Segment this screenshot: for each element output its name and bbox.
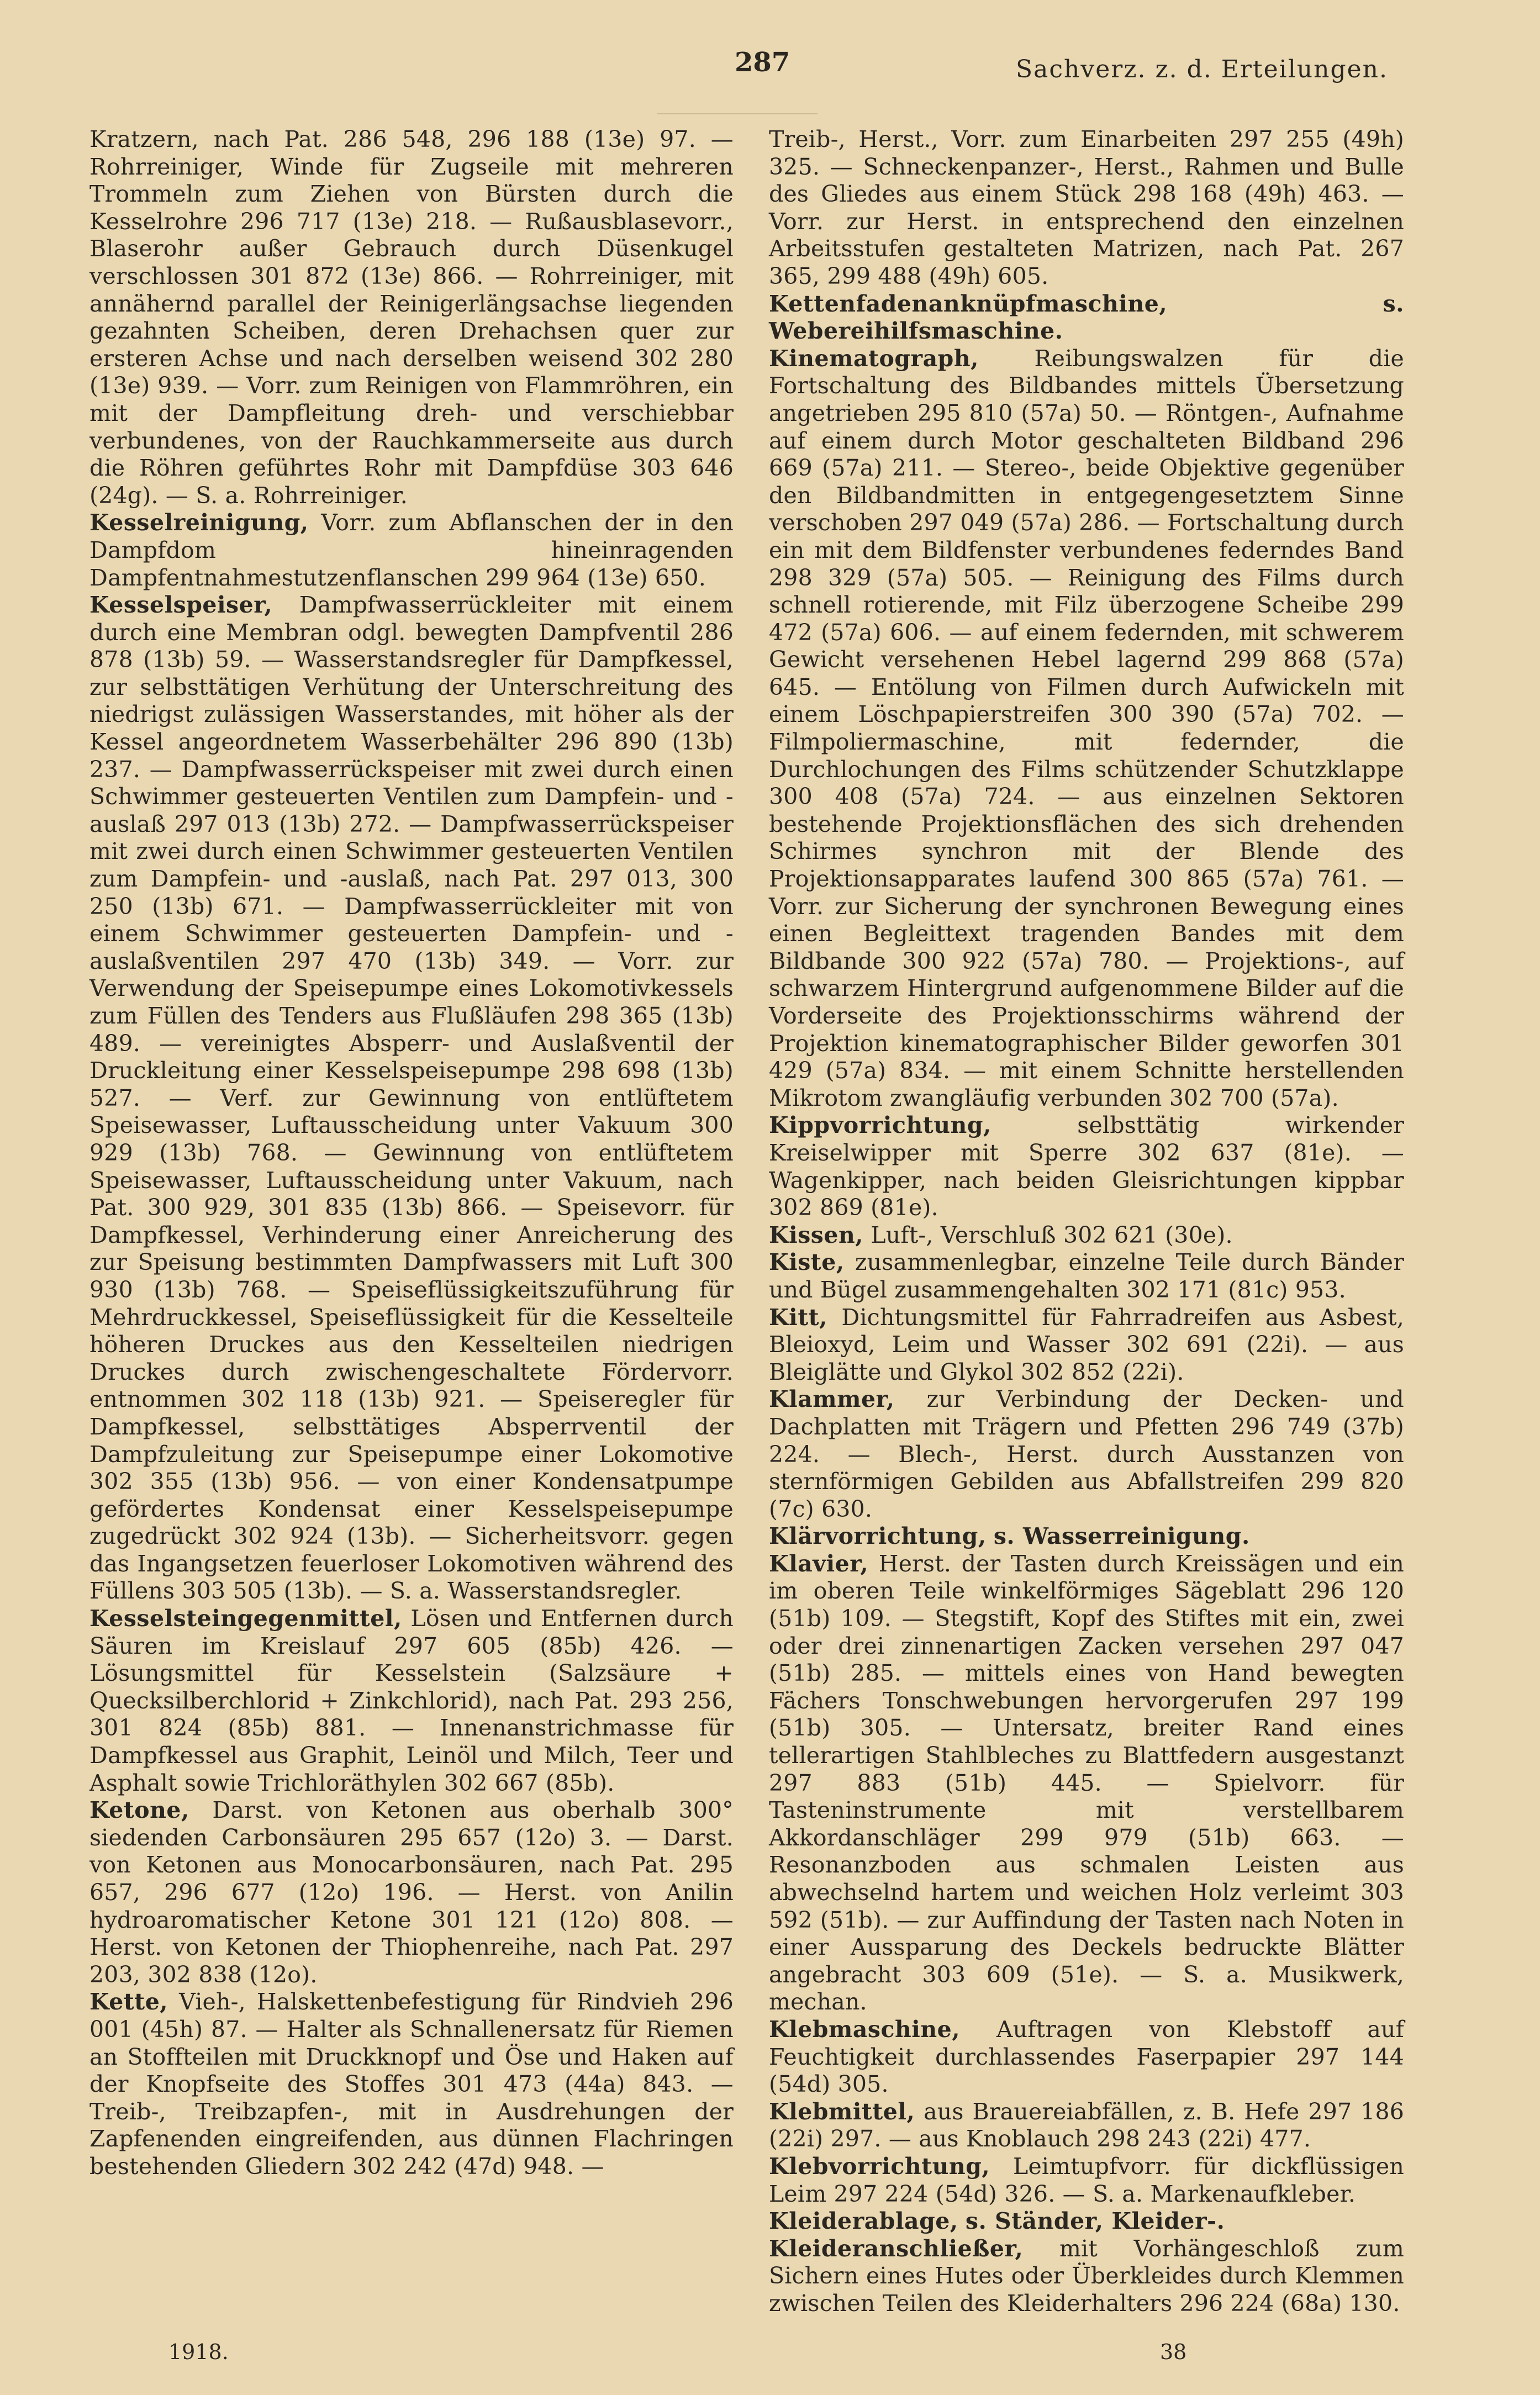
entry-headword: Kesselspeiser, <box>89 592 273 619</box>
index-entry <box>769 1222 1404 1249</box>
index-entry <box>769 2016 1404 2098</box>
footer-year: 1918. <box>168 2339 229 2364</box>
entry-headword: Klebmaschine, <box>769 2016 961 2043</box>
entry-headword: Klebmittel, <box>769 2098 915 2125</box>
index-entry <box>89 1988 734 2180</box>
index-entry <box>89 1605 734 1797</box>
entry-body: aus Brauereiabfällen, z. B. Hefe 297 186 (22i) 297. — aus Knoblauch 298 243 (22i) 477. <box>769 2098 1405 2153</box>
entry-headword: Klebvorrichtung, <box>769 2153 990 2180</box>
entry-headword: Kettenfadenanknüpfmaschine, <box>769 290 1168 317</box>
index-entry <box>769 1112 1404 1221</box>
entry-headword: Kissen, <box>769 1221 864 1248</box>
entry-body: Reibungswalzen für die Fortschaltung des Bildbandes mittels Übersetzung angetrieben 295 810 (57a) 50. — Röntgen-, Aufnahme auf einem durch Motor geschalteten Bildband 296 669 (57a) 211. — Stereo-, beide Objektive gegenüber den Bildbandmitten in entgegengesetztem Sinne verschoben 297 049 (57a) 286. — Fortschaltung durch ein mit dem Bildfenster verbundenes federndes Band 298 329 (57a) 505. — Reinigung des Films durch schnell rotierende, mit Filz überzogene Scheibe 299 472 (57a) 606. — auf einem federnden, mit schwerem Gewicht versehenen Hebel lagernd 299 868 (57a) 645. — Entölung von Filmen durch Aufwickeln mit einem Löschpapierstreifen 300 390 (57a) 702. — Filmpoliermaschine, mit federnder, die Durchlochungen des Films schützender Schutzklappe 300 408 (57a) 724. — aus einzelnen Sektoren bestehende Projektionsflächen des sich drehenden Schirmes synchron mit der Blende des Projektionsapparates laufend 300 865 (57a) 761. — Vorr. zur Sicherung der synchronen Bewegung eines einen Begleittext tragenden Bandes mit dem Bildbande 300 922 (57a) 780. — Projektions-, auf schwarzem Hintergrund aufgenommene Bilder auf die Vorderseite des Projektionsschirms während der Projektion kinematographischer Bilder geworfen 301 429 (57a) 834. — mit einem Schnitte herstellenden Mikrotom zwangläufig verbunden 302 700 (57a). <box>769 345 1405 1111</box>
running-head: Sachverz. z. d. Erteilungen. <box>1016 55 1388 83</box>
header-rule <box>657 113 818 114</box>
index-entry <box>769 291 1404 345</box>
index-entry <box>769 1523 1404 1550</box>
entry-headword: Kinematograph, <box>769 345 979 372</box>
index-entry <box>89 592 734 1605</box>
entry-body: Treib-, Herst., Vorr. zum Einarbeiten 297 255 (49h) 325. — Schneckenpanzer-, Herst., Rahmen und Bulle des Gliedes aus einem Stück 298 168 (49h) 463. — Vorr. zur Herst. in entsprechend den einzelnen Arbeitsstufen gestalteten Matrizen, nach Pat. 267 365, 299 488 (49h) 605. <box>769 126 1404 289</box>
entry-body: selbsttätig wirkender Kreiselwipper mit Sperre 302 637 (81e). — Wagenkipper, nach beiden Gleisrichtungen kippbar 302 869 (81e). <box>769 1112 1404 1221</box>
right-column <box>769 126 1404 2318</box>
entry-headword: Kleiderablage, <box>769 2208 958 2235</box>
entry-headword: Ketone, <box>89 1797 189 1824</box>
entry-headword: Kitt, <box>769 1304 827 1331</box>
entry-body: Herst. der Tasten durch Kreissägen und ein im oberen Teile winkelförmiges Sägeblatt 296 120 (51b) 109. — Stegstift, Kopf des Stiftes mit ein, zwei oder drei zinnenartigen Zacken versehen 297 047 (51b) 285. — mittels eines von Hand bewegten Fächers Tonschwebungen hervorgerufen 297 199 (51b) 305. — Untersatz, breiter Rand eines tellerartigen Stahlbleches zu Blattfedern ausgestanzt 297 883 (51b) 445. — Spielvorr. für Tasteninstrumente mit verstellbarem Akkordanschläger 299 979 (51b) 663. — Resonanzboden aus schmalen Leisten aus abwechselnd hartem und weichen Holz verleimt 303 592 (51b). — zur Auffindung der Tasten nach Noten in einer Aussparung des Deckels bedruckte Blätter angebracht 303 609 (51e). — S. a. Musikwerk, mechan. <box>769 1550 1405 2016</box>
index-entry <box>769 126 1404 291</box>
index-entry <box>89 1797 734 1988</box>
entry-body: s. Ständer, Kleider-. <box>965 2208 1225 2235</box>
index-entry <box>769 345 1404 1112</box>
entry-body: Auftragen von Klebstoff auf Feuchtigkeit durchlassendes Faserpapier 297 144 (54d) 305. <box>769 2016 1405 2098</box>
entry-body: zusammenlegbar, einzelne Teile durch Bänder und Bügel zusammengehalten 302 171 (81c) 953. <box>769 1249 1405 1303</box>
entry-body: Leimtupfvorr. für dickflüssigen Leim 297 224 (54d) 326. — S. a. Markenaufkleber. <box>769 2153 1404 2207</box>
index-entry <box>769 2153 1404 2208</box>
index-entry <box>769 1304 1404 1386</box>
entry-headword: Klammer, <box>769 1386 895 1413</box>
entry-headword: Kette, <box>89 1988 168 2016</box>
footer-signature: 38 <box>1160 2339 1187 2364</box>
index-entry <box>769 1550 1404 2016</box>
entry-body: zur Verbindung der Decken- und Dachplatten mit Trägern und Pfetten 296 749 (37b) 224. — Blech-, Herst. durch Ausstanzen von sternförmigen Gebilden aus Abfallstreifen 299 820 (7c) 630. <box>769 1386 1404 1522</box>
entry-headword: Kesselsteingegenmittel, <box>89 1605 402 1632</box>
entry-body: Luft-, Verschluß 302 621 (30e). <box>871 1221 1233 1248</box>
page-footer <box>0 2340 1540 2395</box>
entry-body: Vieh-, Halskettenbefestigung für Rindvieh 296 001 (45h) 87. — Halter als Schnallenersatz für Riemen an Stoffteilen mit Druckknopf und Öse und Haken auf der Knopfseite des Stoffes 301 473 (44a) 843. — Treib-, Treibzapfen-, mit in Ausdrehungen der Zapfenenden eingreifenden, aus dünnen Flachringen bestehenden Gliedern 302 242 (47d) 948. — <box>89 1988 734 2180</box>
index-entry <box>769 1386 1404 1523</box>
entry-body: s. Wasserreinigung. <box>993 1523 1250 1550</box>
index-entry <box>89 509 734 592</box>
index-entry <box>89 126 734 509</box>
entry-body: Lösen und Entfernen durch Säuren im Kreislauf 297 605 (85b) 426. — Lösungsmittel für Kesselstein (Salzsäure + Quecksilberchlorid + Zinkchlorid), nach Pat. 293 256, 301 824 (85b) 881. — Innenanstrichmasse für Dampfkessel aus Graphit, Leinöl und Milch, Teer und Asphalt sowie Trichloräthylen 302 667 (85b). <box>89 1605 734 1796</box>
entry-body: s. Webereihilfsmaschine. <box>769 290 1404 345</box>
entry-headword: Kiste, <box>769 1249 845 1276</box>
entry-headword: Klärvorrichtung, <box>769 1523 987 1550</box>
index-entry <box>769 2235 1404 2318</box>
page-number: 287 <box>735 47 790 78</box>
index-entry <box>769 2208 1404 2235</box>
index-entry <box>769 1249 1404 1304</box>
index-entry <box>769 2098 1404 2153</box>
left-column <box>89 126 734 2181</box>
entry-body: Vorr. zum Abflanschen der in den Dampfdom hineinragenden Dampfentnahmestutzenflanschen 299 964 (13e) 650. <box>89 509 734 591</box>
entry-headword: Kippvorrichtung, <box>769 1112 991 1139</box>
entry-body: Darst. von Ketonen aus oberhalb 300° siedenden Carbonsäuren 295 657 (12o) 3. — Darst. von Ketonen aus Monocarbonsäuren, nach Pat. 295 657, 296 677 (12o) 196. — Herst. von Anilin hydroaromatischer Ketone 301 121 (12o) 808. — Herst. von Ketonen der Thiophenreihe, nach Pat. 297 203, 302 838 (12o). <box>89 1797 734 1988</box>
entry-headword: Kleideranschließer, <box>769 2235 1024 2262</box>
entry-headword: Kesselreinigung, <box>89 509 309 536</box>
entry-body: Dichtungsmittel für Fahrradreifen aus Asbest, Bleioxyd, Leim und Wasser 302 691 (22i). — aus Bleiglätte und Glykol 302 852 (22i). <box>769 1304 1404 1385</box>
entry-body: mit Vorhängeschloß zum Sichern eines Hutes oder Überkleides durch Klemmen zwischen Teilen des Kleiderhalters 296 224 (68a) 130. <box>769 2235 1404 2317</box>
entry-body: Kratzern, nach Pat. 286 548, 296 188 (13e) 97. — Rohrreiniger, Winde für Zugseile mit mehreren Trommeln zum Ziehen von Bürsten durch die Kesselrohre 296 717 (13e) 218. — Rußausblasevorr., Blaserohr außer Gebrauch durch Düsenkugel verschlossen 301 872 (13e) 866. — Rohrreiniger, mit annähernd parallel der Reinigerlängsachse liegenden gezahnten Scheiben, deren Drehachsen quer zur ersteren Achse und nach derselben weisend 302 280 (13e) 939. — Vorr. zum Reinigen von Flammröhren, ein mit der Dampfleitung dreh- und verschiebbar verbundenes, von der Rauchkammerseite aus durch die Röhren geführtes Rohr mit Dampfdüse 303 646 (24g). — S. a. Rohrreiniger. <box>89 126 734 509</box>
entry-headword: Klavier, <box>769 1550 869 1577</box>
entry-body: Dampfwasserrückleiter mit einem durch eine Membran odgl. bewegten Dampfventil 286 878 (13b) 59. — Wasserstandsregler für Dampfkessel, zur selbsttätigen Verhütung der Unterschreitung des niedrigst zulässigen Wasserstandes, mit höher als der Kessel angeordnetem Wasserbehälter 296 890 (13b) 237. — Dampfwasserrückspeiser mit zwei durch einen Schwimmer gesteuerten Ventilen zum Dampfein- und -auslaß 297 013 (13b) 272. — Dampfwasserrückspeiser mit zwei durch einen Schwimmer gesteuerten Ventilen zum Dampfein- und -auslaß, nach Pat. 297 013, 300 250 (13b) 671. — Dampfwasserrückleiter mit von einem Schwimmer gesteuerten Dampfein- und -auslaßventilen 297 470 (13b) 349. — Vorr. zur Verwendung der Speisepumpe eines Lokomotivkessels zum Füllen des Tenders aus Flußläufen 298 365 (13b) 489. — vereinigtes Absperr- und Auslaßventil der Druckleitung einer Kesselspeisepumpe 298 698 (13b) 527. — Verf. zur Gewinnung von entlüftetem Speisewasser, Luftausscheidung unter Vakuum 300 929 (13b) 768. — Gewinnung von entlüftetem Speisewasser, Luftausscheidung unter Vakuum, nach Pat. 300 929, 301 835 (13b) 866. — Speisevorr. für Dampfkessel, Verhinderung einer Anreicherung des zur Speisung bestimmten Dampfwassers mit Luft 300 930 (13b) 768. — Speiseflüssigkeitszuführung für Mehrdruckkessel, Speiseflüssigkeit für die Kesselteile höheren Druckes aus den Kesselteilen niedrigen Druckes durch zwischengeschaltete Fördervorr. entnommen 302 118 (13b) 921. — Speiseregler für Dampfkessel, selbsttätiges Absperrventil der Dampfzuleitung zur Speisepumpe einer Lokomotive 302 355 (13b) 956. — von einer Kondensatpumpe gefördertes Kondensat einer Kesselspeisepumpe zugedrückt 302 924 (13b). — Sicherheitsvorr. gegen das Ingangsetzen feuerloser Lokomotiven während des Füllens 303 505 (13b). — S. a. Wasserstandsregler. <box>89 592 734 1605</box>
